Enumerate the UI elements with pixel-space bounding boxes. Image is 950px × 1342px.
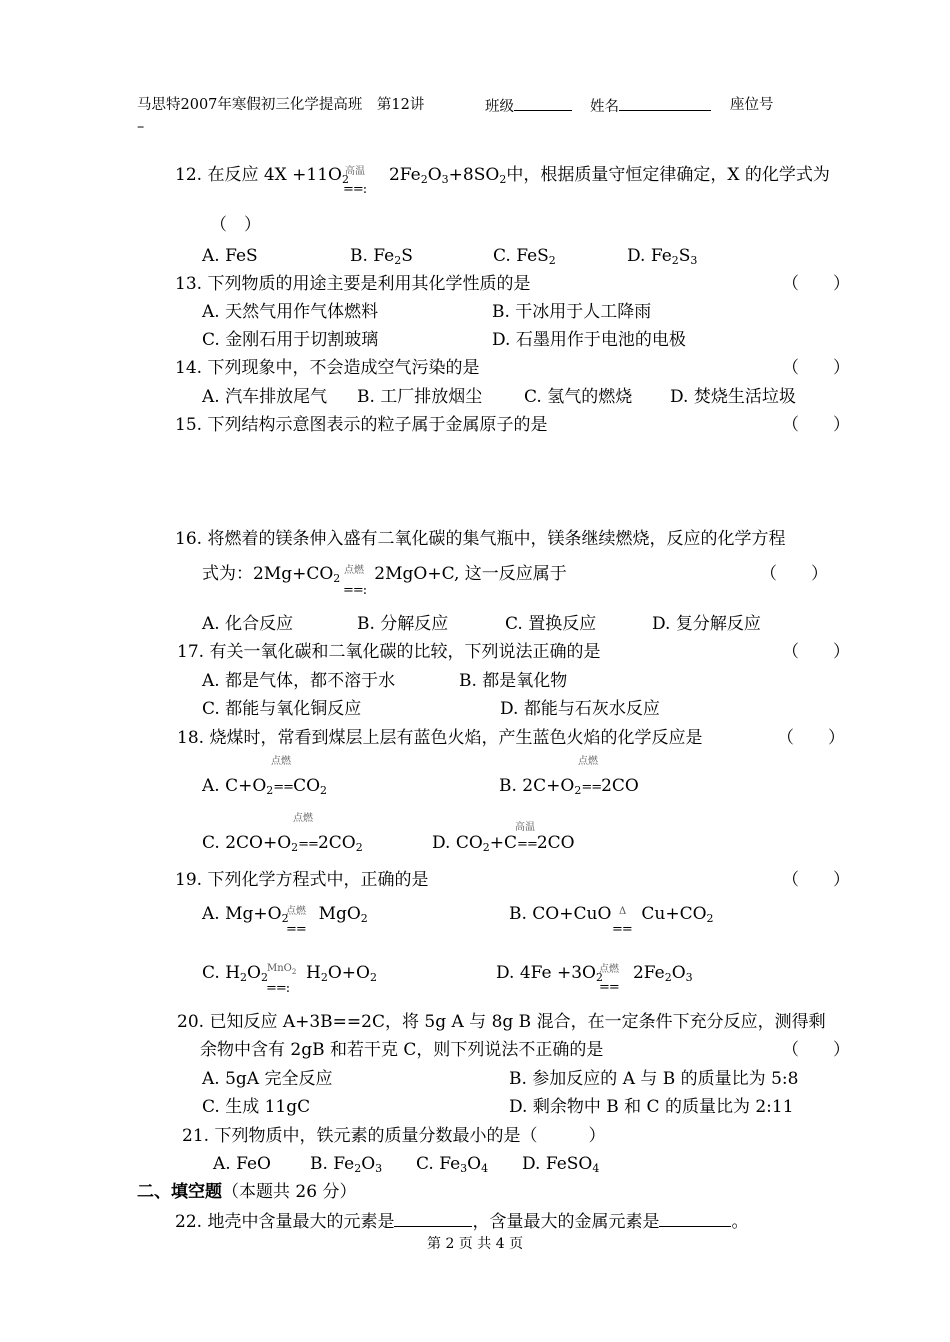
- q20-stem-line2: 余物中含有 2gB 和若干克 C，则下列说法不正确的是: [200, 1040, 604, 1060]
- q19a-equals-sign: ==: [286, 922, 306, 937]
- page-number: 第 2 页 共 4 页: [427, 1236, 524, 1252]
- name-label: 姓名: [590, 99, 619, 115]
- q12-answer-paren: （ ）: [210, 215, 261, 235]
- q22-blank-1[interactable]: [394, 1210, 472, 1227]
- q21-option-a[interactable]: A. FeO: [213, 1154, 271, 1174]
- q18d-condition: 高温: [515, 822, 535, 833]
- section-2-note: （本题共 26 分）: [222, 1182, 357, 1202]
- q12-option-b[interactable]: B. $Fe_2S$: [350, 246, 413, 267]
- q19c-condition: MnO$_2$: [267, 963, 297, 976]
- q19-stem: 19. 下列化学方程式中，正确的是: [175, 870, 429, 890]
- class-field: [485, 94, 572, 118]
- q14-option-d[interactable]: D. 焚烧生活垃圾: [670, 387, 796, 407]
- q13-option-d[interactable]: D. 石墨用作于电池的电极: [492, 330, 686, 350]
- q16-stem-line1: 16. 将燃着的镁条伸入盛有二氧化碳的集气瓶中，镁条继续燃烧，反应的化学方程: [175, 529, 786, 549]
- q21-option-b[interactable]: B. $Fe_2O_3$: [310, 1154, 383, 1175]
- q16-option-c[interactable]: C. 置换反应: [505, 614, 597, 634]
- q12-option-c[interactable]: C. FeS$_2$: [493, 246, 556, 267]
- q17-stem: 17. 有关一氧化碳和二氧化碳的比较，下列说法正确的是: [177, 642, 601, 662]
- q13-option-b[interactable]: B. 干冰用于人工降雨: [492, 302, 652, 322]
- q21-option-c[interactable]: C. $Fe_3O_4$: [416, 1154, 489, 1175]
- q18-answer-paren: （ ）: [777, 728, 845, 748]
- q13-answer-paren: （ ）: [782, 274, 850, 294]
- q13-option-c[interactable]: C. 金刚石用于切割玻璃: [202, 330, 379, 350]
- name-field: [590, 94, 711, 118]
- q12-stem: 12. 在反应 $4X +11O_2$ $2Fe_2O_3+8SO_2$中，根据质量守恒定律确定，X 的化学式为: [175, 165, 830, 186]
- q14-option-c[interactable]: C. 氢气的燃烧: [524, 387, 633, 407]
- q14-option-a[interactable]: A. 汽车排放尾气: [202, 387, 328, 407]
- q18c-condition: 点燃: [293, 813, 313, 824]
- class-blank: [514, 94, 572, 111]
- q17-option-b[interactable]: B. 都是氧化物: [459, 671, 568, 691]
- q19-option-d[interactable]: D. $4Fe +3O_2$ $2Fe_2O_3$: [496, 963, 693, 984]
- q19b-condition: Δ: [619, 906, 627, 917]
- q16-stem-line2: 式为：$2Mg+CO_2$ 2MgO+C, 这一反应属于: [202, 564, 567, 585]
- q12-equals-sign: ==:: [343, 182, 367, 197]
- q20-option-b[interactable]: B. 参加反应的 A 与 B 的质量比为 5:8: [509, 1069, 799, 1089]
- class-label: 班级: [485, 99, 514, 115]
- q19-option-b[interactable]: B. CO+CuO $Cu+CO_2$: [509, 904, 714, 925]
- q19a-condition: 点燃: [286, 906, 306, 917]
- q20-option-a[interactable]: A. 5gA 完全反应: [202, 1069, 333, 1089]
- q18-stem: 18. 烧煤时，常看到煤层上层有蓝色火焰，产生蓝色火焰的化学反应是: [177, 728, 703, 748]
- q18-option-a[interactable]: A. $C+O_2==CO_2$: [202, 776, 328, 797]
- q17-option-a[interactable]: A. 都是气体，都不溶于水: [202, 671, 396, 691]
- q13-option-a[interactable]: A. 天然气用作气体燃料: [202, 302, 379, 322]
- q19c-equals-sign: ==:: [266, 981, 290, 996]
- q22-stem: 22. 地壳中含量最大的元素是 ，含量最大的金属元素是 。: [175, 1212, 749, 1232]
- q20-answer-paren: （ ）: [782, 1040, 850, 1060]
- q14-answer-paren: （ ）: [782, 358, 850, 378]
- header-title: 马思特2007年寒假初三化学提高班 第12讲: [137, 97, 425, 113]
- section-2-title: 二、填空题: [137, 1182, 222, 1202]
- q16-option-a[interactable]: A. 化合反应: [202, 614, 294, 634]
- seat-label: 座位号: [730, 97, 774, 113]
- q19-option-c[interactable]: C. $H_2O_2$ $H_2O+O_2$: [202, 963, 377, 984]
- q16-condition: 点燃: [344, 565, 364, 576]
- q20-stem-line1: 20. 已知反应 A+3B==2C，将 5g A 与 8g B 混合，在一定条件下充分反应，测得剩: [177, 1012, 826, 1032]
- q19d-condition: 点燃: [599, 964, 619, 975]
- q21-stem: 21. 下列物质中，铁元素的质量分数最小的是（ ）: [182, 1126, 606, 1146]
- q12-option-a[interactable]: A. FeS: [202, 246, 258, 266]
- q17-answer-paren: （ ）: [782, 642, 850, 662]
- section-2-heading: [137, 1181, 356, 1203]
- q19-answer-paren: （ ）: [782, 870, 850, 890]
- q16-equals-sign: ==:: [343, 583, 367, 598]
- name-blank: [619, 94, 711, 111]
- q15-stem: 15. 下列结构示意图表示的粒子属于金属原子的是: [175, 415, 548, 435]
- q22-blank-2[interactable]: [659, 1210, 731, 1227]
- q19b-equals-sign: ==: [612, 922, 632, 937]
- q20-option-c[interactable]: C. 生成 11gC: [202, 1097, 311, 1117]
- q18-option-b[interactable]: B. $2C+O_2==2CO$: [499, 776, 639, 797]
- q19-option-a[interactable]: A. $Mg+O_2$ MgO$_2$: [202, 904, 368, 925]
- q16-answer-paren: （ ）: [760, 564, 828, 584]
- q15-answer-paren: （ ）: [782, 415, 850, 435]
- q12-condition: 高温: [345, 166, 365, 177]
- q20-option-d[interactable]: D. 剩余物中 B 和 C 的质量比为 2:11: [509, 1097, 794, 1117]
- page-header: [137, 94, 424, 116]
- q18b-condition: 点燃: [578, 756, 598, 767]
- q17-option-c[interactable]: C. 都能与氧化铜反应: [202, 699, 362, 719]
- q17-option-d[interactable]: D. 都能与石灰水反应: [500, 699, 660, 719]
- q13-stem: 13. 下列物质的用途主要是利用其化学性质的是: [175, 274, 531, 294]
- q18-option-d[interactable]: D. $CO_2+C==2CO$: [432, 833, 575, 854]
- q21-option-d[interactable]: D. FeSO$_4$: [522, 1154, 600, 1175]
- q16-option-b[interactable]: B. 分解反应: [357, 614, 449, 634]
- q19d-equals-sign: ==: [599, 980, 619, 995]
- header-dash: –: [137, 119, 145, 135]
- q12-option-d[interactable]: D. $Fe_2S_3$: [627, 246, 698, 267]
- q14-stem: 14. 下列现象中，不会造成空气污染的是: [175, 358, 480, 378]
- q14-option-b[interactable]: B. 工厂排放烟尘: [357, 387, 483, 407]
- q18a-condition: 点燃: [271, 756, 291, 767]
- q18-option-c[interactable]: C. $2CO+O_2==2CO_2$: [202, 833, 363, 854]
- q16-option-d[interactable]: D. 复分解反应: [652, 614, 761, 634]
